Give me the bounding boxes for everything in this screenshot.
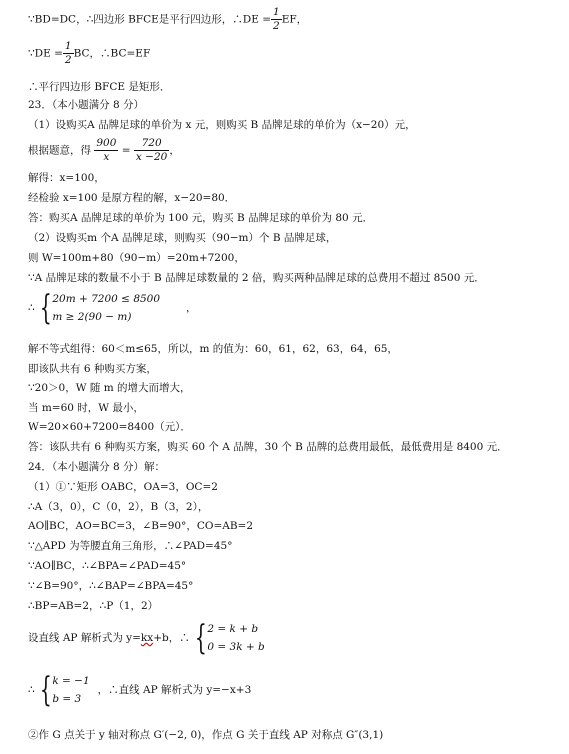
line-25: ∵AO∥BC，∴∠BPA=∠PAD=45°: [28, 560, 187, 572]
problem-24-heading: 24．（本小题满分 8 分）解：: [28, 461, 165, 473]
line-8: 经检验 x=100 是原方程的解，x−20=80．: [28, 192, 236, 204]
line-28: 设直线 AP 解析式为 y= kx +b，∴ { 2 = k + b 0 = 3k + b: [28, 618, 265, 658]
inequality-system: ∴ { 20m + 7200 ≤ 8500 m ≥ 2(90 − m) ，: [28, 288, 197, 328]
fraction-900-x: $\frac{900}{x}$: [96, 137, 117, 163]
line-16: ∵20＞0，W 随 m 的增大而增大，: [28, 382, 191, 394]
line-14: 解不等式组得：60＜m≤65，所以，m 的值为：60，61，62，63，64，65，: [28, 343, 398, 355]
line-23: AO∥BC，AO=BC=3，∠B=90°，CO=AB=2: [28, 520, 254, 532]
line-22: ∴A（3，0），C（0，2），B（3，2），: [28, 501, 209, 513]
fraction-half: $\frac{1}{2}$: [273, 6, 280, 32]
line-5: （1）设购买A 品牌足球的单价为 x 元，则购买 B 品牌足球的单价为（x−20）元，: [28, 119, 416, 131]
fraction-half: $\frac{1}{2}$: [64, 40, 72, 66]
line-3: ∴平行四边形 BFCE 是矩形．: [28, 81, 171, 93]
line-18: W=20×60+7200=8400（元）．: [28, 421, 191, 433]
line-21: （1）①∵矩形 OABC，OA=3，OC=2: [28, 481, 218, 493]
left-brace-icon: {: [39, 288, 52, 328]
line-30: ②作 G 点关于 y 轴对称点 G′(−2, 0)，作点 G 关于直线 AP 对称点 G″(3,1): [28, 729, 384, 741]
line-19: 答：该队共有 6 种购买方案，购买 60 个 A 品牌，30 个 B 品牌的总费用最低，最低费用是 8400 元．: [28, 441, 508, 453]
line-26: ∵∠B=90°，∴∠BAP=∠BPA=45°: [28, 580, 194, 592]
line-9: 答：购买A 品牌足球的单价为 100 元，购买 B 品牌足球的单价为 80 元．: [28, 212, 374, 224]
line-10: （2）设购买m 个A 品牌足球，则购买（90−m）个 B 品牌足球，: [28, 232, 337, 244]
problem-23-heading: 23．（本小题满分 8 分）: [28, 99, 144, 111]
line-7: 解得：x=100，: [28, 172, 105, 184]
equation-line-6: 根据题意，得 $\frac{900}{x}$ = $\frac{720}{x -20}$ ，: [28, 137, 180, 163]
line-27: ∴BP=AB=2，∴P（1，2）: [28, 600, 159, 612]
line-2: ∵DE = $\frac{1}{2}$ BC，∴BC=EF: [28, 40, 151, 66]
line-11: 则 W=100m+80（90−m）=20m+7200，: [28, 252, 245, 264]
line-1: ∵BD=DC，∴四边形 BFCE是平行四边形，∴DE = $\frac{1}{2}$ EF，: [28, 6, 308, 32]
line-29: ∴ { k = −1 b = 3 ，∴直线 AP 解析式为 y=−x+3: [28, 670, 252, 710]
line-15: 即该队共有 6 种购买方案，: [28, 363, 157, 375]
left-brace-icon: {: [39, 670, 52, 710]
line-12: ∵A 品牌足球的数量不小于 B 品牌足球数量的 2 倍，购买两种品牌足球的总费用不超过 8500 元．: [28, 272, 485, 284]
line-24: ∵△APD 为等腰直角三角形，∴∠PAD=45°: [28, 540, 233, 552]
left-brace-icon: {: [194, 618, 207, 658]
fraction-720-x-20: $\frac{720}{x -20}$: [135, 137, 168, 163]
line-17: 当 m=60 时，W 最小，: [28, 402, 144, 414]
